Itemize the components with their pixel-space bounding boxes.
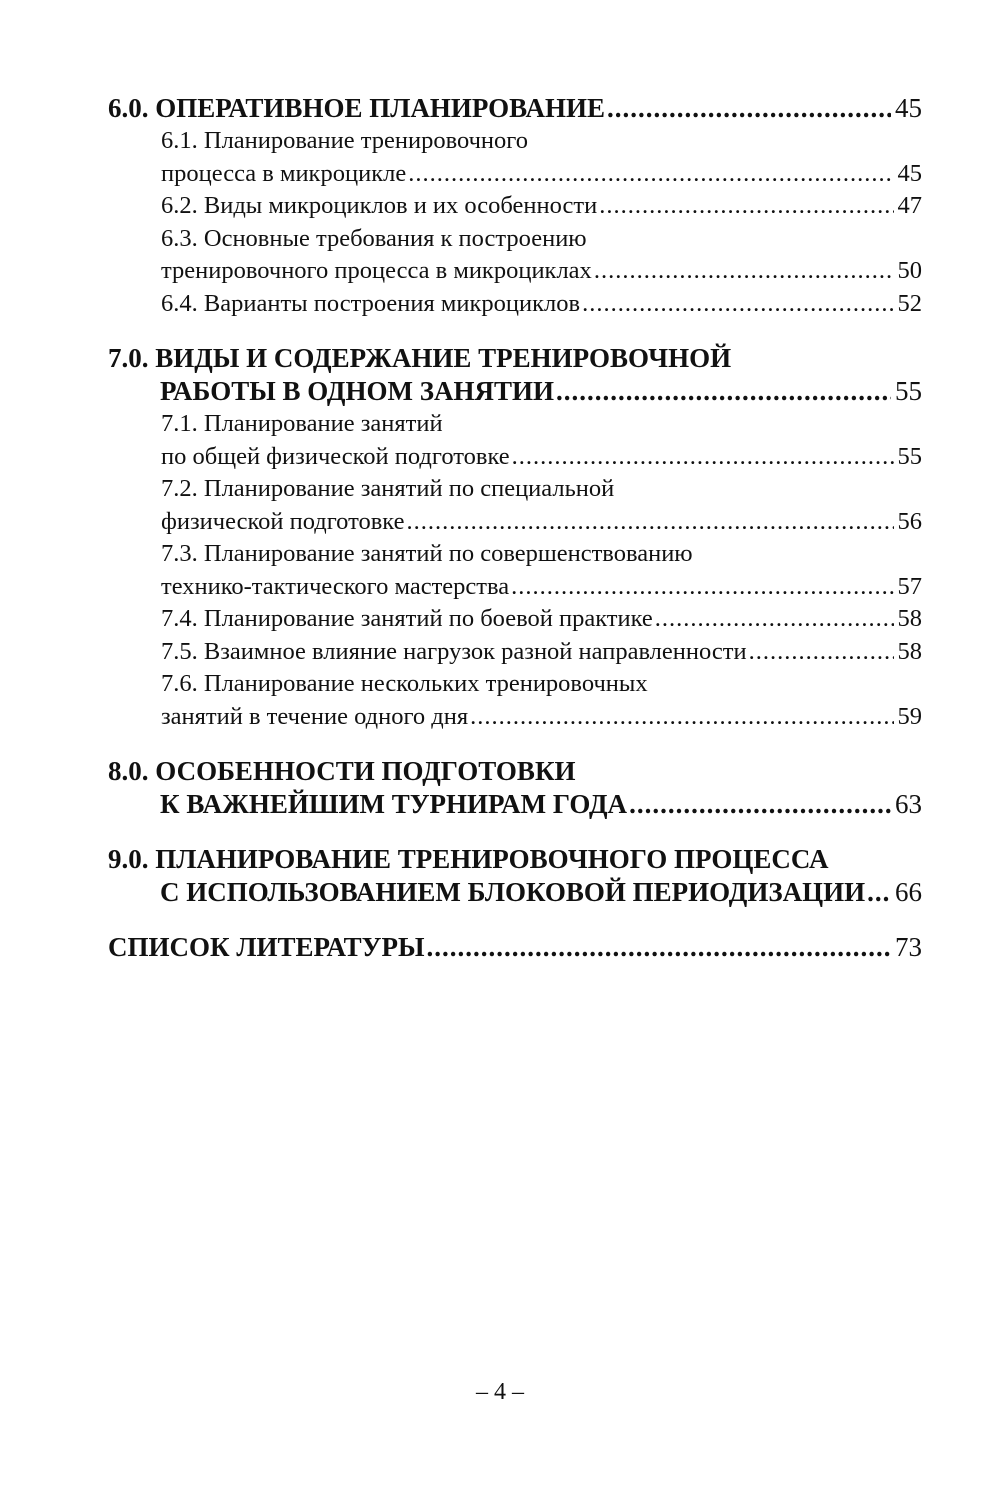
page-number: – 4 – (476, 1379, 524, 1405)
item-title-cont: технико-тактического мастерства (161, 572, 510, 600)
page-ref: 47 (897, 192, 922, 219)
item-title: 7.5. Взаимное влияние нагрузок разной направленности (161, 637, 747, 665)
dot-leader (470, 701, 893, 734)
section-title: 7.0. ВИДЫ И СОДЕРЖАНИЕ ТРЕНИРОВОЧНОЙ (108, 343, 732, 373)
page-ref: 50 (897, 257, 922, 284)
dot-leader (511, 571, 893, 604)
section-title: 9.0. ПЛАНИРОВАНИЕ ТРЕНИРОВОЧНОГО ПРОЦЕССА (108, 844, 829, 874)
page-ref: 59 (897, 702, 922, 730)
item-title-cont: процесса в микроцикле (161, 159, 407, 187)
section-title: 8.0. ОСОБЕННОСТИ ПОДГОТОВКИ (108, 756, 576, 786)
item-title-cont: по общей физической подготовке (161, 442, 510, 470)
toc-item-7-5[interactable] (108, 636, 922, 669)
item-title-cont: физической подготовке (161, 507, 405, 535)
toc-section-9[interactable] (108, 843, 922, 909)
toc-item-6-4[interactable] (108, 288, 922, 321)
page-ref: 55 (895, 376, 922, 406)
page-ref: 58 (897, 637, 922, 665)
toc-item-7-1[interactable] (108, 408, 922, 473)
item-title: 7.1. Планирование занятий (161, 410, 443, 437)
page-ref: 73 (895, 932, 922, 962)
page-ref: 55 (897, 442, 922, 470)
section-title: 6.0. ОПЕРАТИВНОЕ ПЛАНИРОВАНИЕ (108, 93, 605, 123)
page-ref: 57 (897, 572, 922, 600)
toc-item-7-3[interactable] (108, 538, 922, 603)
item-title: 6.3. Основные требования к построению (161, 224, 587, 252)
item-title: 7.3. Планирование занятий по совершенствованию (161, 540, 693, 567)
toc-item-6-1[interactable] (108, 125, 922, 190)
page-ref: 56 (897, 507, 922, 535)
dot-leader (867, 876, 891, 909)
dot-leader (629, 788, 891, 821)
toc-section-8[interactable] (108, 755, 922, 821)
item-title: 6.1. Планирование тренировочного (161, 127, 528, 154)
toc-item-7-2[interactable] (108, 473, 922, 538)
page-ref: 45 (895, 93, 922, 123)
page-ref: 66 (895, 877, 922, 907)
toc-item-6-2[interactable] (108, 190, 922, 223)
item-title: 7.4. Планирование занятий по боевой практике (161, 605, 653, 632)
dot-leader (749, 636, 894, 669)
page-ref: 45 (897, 159, 922, 187)
dot-leader (582, 288, 893, 321)
toc-item-6-3[interactable] (108, 223, 922, 288)
section-title: СПИСОК ЛИТЕРАТУРЫ (108, 932, 425, 962)
dot-leader (599, 190, 893, 223)
item-title: 6.2. Виды микроциклов и их особенности (161, 192, 598, 219)
page-ref: 52 (897, 289, 922, 317)
item-title: 6.4. Варианты построения микроциклов (161, 289, 581, 317)
item-title: 7.6. Планирование нескольких тренировочных (161, 670, 648, 697)
item-title-cont: тренировочного процесса в микроциклах (161, 257, 592, 284)
dot-leader (594, 255, 894, 288)
dot-leader (655, 603, 894, 636)
section-title-cont: К ВАЖНЕЙШИМ ТУРНИРАМ ГОДА (160, 789, 628, 819)
page-ref: 63 (895, 789, 922, 819)
toc-section-7[interactable] (108, 342, 922, 408)
item-title-cont: занятий в течение одного дня (161, 702, 469, 730)
item-title: 7.2. Планирование занятий по специальной (161, 475, 615, 502)
section-title-cont: РАБОТЫ В ОДНОМ ЗАНЯТИИ (160, 376, 554, 406)
section-title-cont: С ИСПОЛЬЗОВАНИЕМ БЛОКОВОЙ ПЕРИОДИЗАЦИИ (160, 877, 866, 907)
page-ref: 58 (897, 605, 922, 632)
dot-leader (512, 441, 894, 474)
dot-leader (426, 931, 891, 964)
table-of-contents (108, 92, 922, 964)
toc-item-7-6[interactable] (108, 668, 922, 733)
dot-leader (408, 158, 893, 191)
toc-section-6[interactable] (108, 92, 922, 125)
dot-leader (556, 375, 891, 408)
dot-leader (607, 92, 891, 125)
toc-literature[interactable] (108, 931, 922, 964)
dot-leader (406, 506, 893, 539)
toc-item-7-4[interactable] (108, 603, 922, 636)
